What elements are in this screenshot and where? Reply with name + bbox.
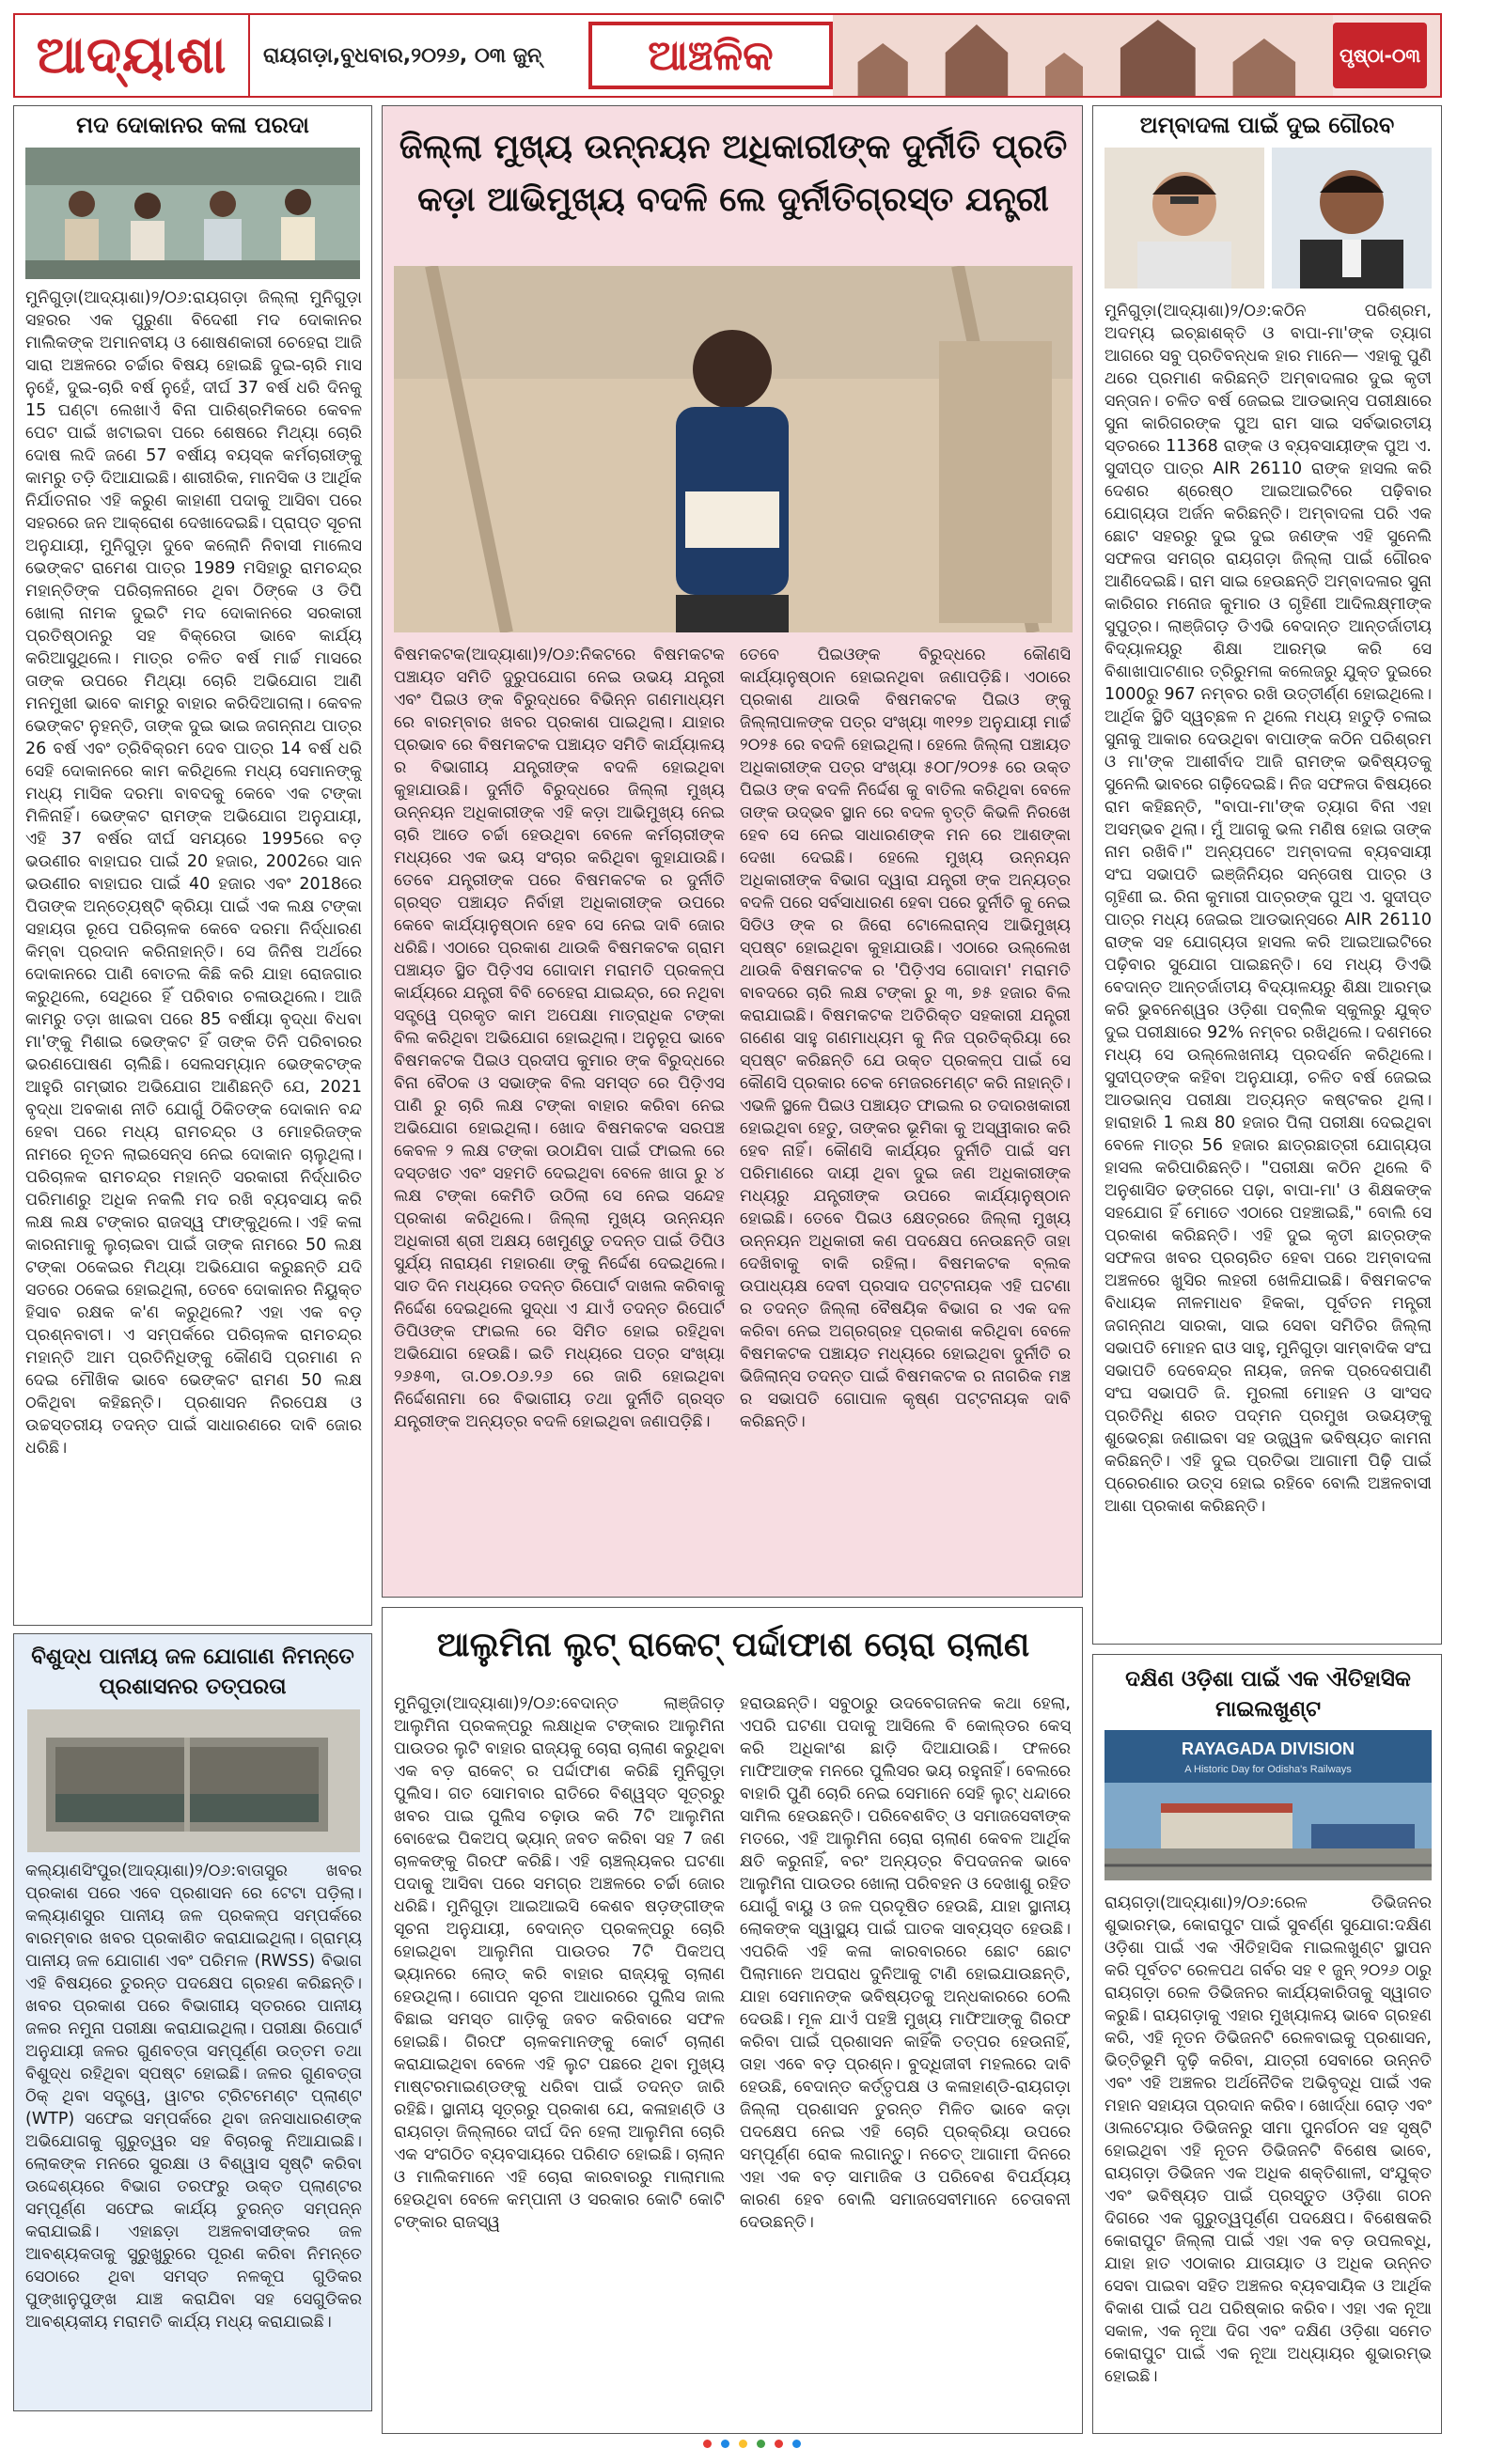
left-top-body: ମୁନିଗୁଡ଼ା(ଆଦ୍ୟାଶା)୨/୦୬:ରାୟଗଡ଼ା ଜିଲ୍ଲା ମୁନିଗୁଡ଼ା ସହରର ଏକ ପୁରୁଣା ବିଦେଶୀ ମଦ ଦୋକାନର ମାଲିକଙ୍କ ଅମାନବୀୟ ଓ ଶୋଷଣକାରୀ ଚେହେରା ଆଜି ସାରା ଅଞ୍ଚଳରେ ଚର୍ଚ୍ଚାର ବିଷୟ ହୋଇଛି ଦୁଇ-ଚାରି ମାସ ନୁହେଁ, ଦୁଇ-ଚାରି ବର୍ଷ ନୁହେଁ, ଦୀର୍ଘ 37 ବର୍ଷ ଧରି ଦିନକୁ 15 ଘଣ୍ଟା ଲେଖାଏଁ ବିନା ପାରିଶ୍ରମିକରେ କେବଳ ପେଟ ପାଇଁ ଖଟାଇବା ପରେ ଶେଷରେ ମିଥ୍ୟା ଚୋରି ଦୋଷ ଲଦି ଜଣେ 57 ବର୍ଷୀୟ ବୟସ୍କ କର୍ମଚାରୀଙ୍କୁ କାମରୁ ତଡ଼ି ଦିଆଯାଇଛି। ଶାରୀରିକ, ମାନସିକ ଓ ଆର୍ଥିକ ନିର୍ଯାତନାର ଏହି କରୁଣ କାହାଣୀ ପଦାକୁ ଆସିବା ପରେ ସହରରେ ଜନ ଆକ୍ରୋଶ ଦେଖାଦେଇଛି। ପ୍ରାପ୍ତ ସୂଚନା ଅନୁଯାୟୀ, ମୁନିଗୁଡ଼ା ଦୁବେ କଲୋନି ନିବାସୀ ମାଲେସ ଭେଙ୍କଟ ରାମେଶ ପାତ୍ର 1989 ମସିହାରୁ ରାମଚନ୍ଦ୍ର ମହାନ୍ତିଙ୍କ ପରିଚାଳନାରେ ଥିବା ଠିଙ୍କେ ଓ ଡିପି ଖୋଲା ନାମକ ଦୁଇଟି ମଦ ଦୋକାନରେ ସରକାରୀ ପ୍ରତିଷ୍ଠାନରୁ ସହ ବିକ୍ରେତା ଭାବେ କାର୍ଯ୍ୟ କରିଆସୁଥିଲେ। ମାତ୍ର ଚଳିତ ବର୍ଷ ମାର୍ଚ୍ଚ ମାସରେ ତାଙ୍କ ଉପରେ ମିଥ୍ୟା ଚୋରି ଅଭିଯୋଗ ଆଣି ମନମୁଖୀ ଭାବେ କାମରୁ ବାହାର କରିଦିଆଗଲା। କେବଳ ଭେଙ୍କଟ ନୁହନ୍ତି, ତାଙ୍କ ଦୁଇ ଭାଇ ଜଗନ୍ନାଥ ପାତ୍ର 26 ବର୍ଷ ଏବଂ ତ୍ରିବିକ୍ରମ ଦେବ ପାତ୍ର 14 ବର୍ଷ ଧରି ସେହି ଦୋକାନରେ କାମ କରିଥିଲେ ମଧ୍ୟ ସେମାନଙ୍କୁ ମଧ୍ୟ ମାସିକ ଦରମା ବାବଦକୁ କେବେ ଏକ ଟଙ୍କା ମିଳିନାହିଁ। ଭେଙ୍କଟ ରାମଙ୍କ ଅଭିଯୋଗ ଅନୁଯାୟୀ, ଏହି 37 ବର୍ଷର ଦୀର୍ଘ ସମୟରେ 1995ରେ ବଡ଼ ଭଉଣୀର ବାହାଘର ପାଇଁ 20 ହଜାର, 2002ରେ ସାନ ଭଉଣୀର ବାହାଘର ପାଇଁ 40 ହଜାର ଏବଂ 2018ରେ ପିତାଙ୍କ ଅନ୍ତ୍ୟେଷ୍ଟି କ୍ରିୟା ପାଇଁ ଏକ ଲକ୍ଷ ଟଙ୍କା ସହାୟତା ରୂପେ ପରିଚାଳକ କେବେ ଦରମା ନିର୍ଦ୍ଧାରଣ କିମ୍ବା ପ୍ରଦାନ କରିନାହାନ୍ତି। ସେ ଜିନିଷ ଅର୍ଥରେ ଦୋକାନରେ ପାଣି ବୋତଲ କିଛି କରି ଯାହା ରୋଜଗାର କରୁଥିଲେ, ସେଥିରେ ହିଁ ପରିବାର ଚଳାଉଥିଲେ। ଆଜି କାମରୁ ତଡ଼ା ଖାଇବା ପରେ 85 ବର୍ଷୀୟା ବୃଦ୍ଧା ବିଧବା ମା'ଙ୍କୁ ମିଶାଇ ଭେଙ୍କଟ ହିଁ ତାଙ୍କ ତିନି ପରିବାରର ଭରଣପୋଷଣ ଚାଲିଛି। ସେଲସମ୍ୟାନ ଭେଙ୍କଟଙ୍କ ଆହୁରି ଗମ୍ଭୀର ଅଭିଯୋଗ ଆଣିଛନ୍ତି ଯେ, 2021 ବୃଦ୍ଧା ଅବକାଶ ନୀତି ଯୋଗୁଁ ଠିକିତଙ୍କ ଦୋକାନ ବନ୍ଦ ହେବା ପରେ ମଧ୍ୟ ରାମଚନ୍ଦ୍ର ଓ ମୋହରିଜଙ୍କ ନାମରେ ନୂତନ ଲାଇସେନ୍ସ ନେଇ ଦୋକାନ ଚାଲୁଥିଲା। ପରିଚାଳକ ରାମଚନ୍ଦ୍ର ମହାନ୍ତି ସରକାରୀ ନିର୍ଦ୍ଧାରିତ ପରିମାଣରୁ ଅଧିକ ନକଲି ମଦ ରଖି ବ୍ୟବସାୟ କରି ଲକ୍ଷ ଲକ୍ଷ ଟଙ୍କାର ରାଜସ୍ୱ ଫାଙ୍କୁଥିଲେ। ଏହି କଳା କାରନାମାକୁ ଲୁଚାଇବା ପାଇଁ ତାଙ୍କ ନାମରେ 50 ଲକ୍ଷ ଟଙ୍କା ଠକେଇର ମିଥ୍ୟା ଅଭିଯୋଗ କରୁଛନ୍ତି ଯଦି ସତରେ ଠକେଇ ହୋଇଥିଲା, ତେବେ ଦୋକାନର ନିୟୁକ୍ତ ହିସାବ ରକ୍ଷକ କ'ଣ କରୁଥିଲେ? ଏହା ଏକ ବଡ଼ ପ୍ରଶ୍ନବାଚୀ। ଏ ସମ୍ପର୍କରେ ପରିଚାଳକ ରାମଚନ୍ଦ୍ର ମହାନ୍ତି ଆମ ପ୍ରତିନିଧିଙ୍କୁ କୌଣସି ପ୍ରମାଣ ନ ଦେଇ ମୌଖିକ ଭାବେ ଭେଙ୍କଟ ରାମଣ 50 ଲକ୍ଷ ଠକିଥିବା କହିଛନ୍ତି। ପ୍ରଶାସନ ନିରପେକ୍ଷ ଓ ଉଚ୍ଚସ୍ତରୀୟ ତଦନ୍ତ ପାଇଁ ସାଧାରଣରେ ଦାବି ଜୋର ଧରିଛି। — [25, 289, 362, 1458]
right-bottom-body: ରାୟଗଡ଼ା(ଆଦ୍ୟାଶା)୨/୦୬:ରେଳ ଡିଭିଜନର ଶୁଭାରମ୍ଭ, କୋରାପୁଟ ପାଇଁ ସୁବର୍ଣ୍ଣ ସୁଯୋଗ:ଦକ୍ଷିଣ ଓଡ଼ିଶା ପାଇଁ ଏକ ଐତିହାସିକ ମାଇଲଖୁଣ୍ଟ ସ୍ଥାପନ କରି ପୂର୍ବତଟ ରେଳପଥ ଗର୍ବର ସହ ୧ ଜୁନ୍ ୨୦୨୬ ଠାରୁ ରାୟଗଡ଼ା ରେଳ ଡିଭିଜନର କାର୍ଯ୍ୟକାରିତାକୁ ସ୍ୱାଗତ କରୁଛି। ରାୟଗଡ଼ାକୁ ଏହାର ମୁଖ୍ୟାଳୟ ଭାବେ ଗ୍ରହଣ କରି, ଏହି ନୂତନ ଡିଭିଜନଟି ରେଳବାଇକୁ ପ୍ରଶାସନ, ଭିତ୍ତିଭୂମି ଦୃଢ଼ି କରିବା, ଯାତ୍ରୀ ସେବାରେ ଉନ୍ନତି ଏବଂ ଏହି ଅଞ୍ଚଳର ଅର୍ଥନୈତିକ ଅଭିବୃଦ୍ଧି ପାଇଁ ଏକ ମହାନ ସହାୟତା ପ୍ରଦାନ କରିବ। ଖୋର୍ଦ୍ଧା ରୋଡ଼ ଏବଂ ଓାଲଟେୟାର ଡିଭିଜନରୁ ସୀମା ପୁନର୍ଗଠନ ସହ ସୃଷ୍ଟି ହୋଇଥିବା ଏହି ନୂତନ ଡିଭିଜନଟି ବିଶେଷ ଭାବେ, ରାୟଗଡ଼ା ଡିଭିଜନ ଏକ ଅଧିକ ଶକ୍ତିଶାଳୀ, ସଂଯୁକ୍ତ ଏବଂ ଭବିଷ୍ୟତ ପାଇଁ ପ୍ରସ୍ତୁତ ଓଡ଼ିଶା ଗଠନ ଦିଗରେ ଏକ ଗୁରୁତ୍ୱପୂର୍ଣ୍ଣ ପଦକ୍ଷେପ। ବିଶେଷକରି କୋରାପୁଟ ଜିଲ୍ଲା ପାଇଁ ଏହା ଏକ ବଡ଼ ଉପଲବ୍ଧି, ଯାହା ହାତ ଏଠାକାର ଯାତାୟାତ ଓ ଅଧିକ ଉନ୍ନତ ସେବା ପାଇବା ସହିତ ଅଞ୍ଚଳର ବ୍ୟବସାୟିକ ଓ ଆର୍ଥିକ ବିକାଶ ପାଇଁ ପଥ ପରିଷ୍କାର କରିବ। ଏହା ଏକ ନୂଆ ସକାଳ, ଏକ ନୂଆ ଦିଗ ଏବଂ ଦକ୍ଷିଣ ଓଡ଼ିଶା ସମେତ କୋରାପୁଟ ପାଇଁ ଏକ ନୂଆ ଅଧ୍ୟାୟର ଶୁଭାରମ୍ଭ ହୋଇଛି। — [1104, 1894, 1432, 2386]
right-top-title: ଅମ୍ବାଦଳା ପାଇଁ ଦୁଇ ଗୌରବ — [1139, 112, 1395, 138]
student-portrait-icon — [1272, 148, 1432, 289]
right-bottom-article — [1092, 1654, 1442, 2434]
right-top-article — [1092, 105, 1442, 1645]
railway-station-icon — [1104, 1783, 1432, 1880]
student-photo-1 — [1104, 148, 1264, 289]
newspaper-logo — [15, 15, 250, 96]
page-dot[interactable] — [703, 2440, 712, 2448]
left-bottom-title: ବିଶୁଦ୍ଧ ପାନୀୟ ଜଳ ଯୋଗାଣ ନିମନ୍ତେ ପ୍ରଶାସନର ତତ୍ପରତା — [31, 1645, 354, 1699]
page-number: ପୃଷ୍ଠା-୦୩ — [1333, 23, 1427, 88]
right-bottom-title: ଦକ୍ଷିଣ ଓଡ଼ିଶା ପାଇଁ ଏକ ଐତିହାସିକ ମାଇଲଖୁଣ୍ଟ — [1125, 1667, 1411, 1722]
logo-text: ଆଦ୍ୟାଶା — [36, 25, 227, 85]
page-dot[interactable] — [757, 2440, 765, 2448]
people-photo-icon — [25, 148, 360, 279]
banner-title: RAYAGADA DIVISION — [1181, 1739, 1355, 1758]
page-dot[interactable] — [792, 2440, 801, 2448]
temple-banner-image — [833, 15, 1333, 96]
page-dot[interactable] — [739, 2440, 747, 2448]
rayagada-division-banner — [1104, 1730, 1432, 1880]
left-top-article — [13, 105, 372, 1626]
left-bottom-article — [13, 1633, 372, 2411]
center-bottom-article — [382, 1607, 1083, 2434]
banner-subtitle: A Historic Day for Odisha's Railways — [1184, 1764, 1352, 1775]
page-indicator — [658, 2440, 846, 2451]
official-photo — [394, 266, 1073, 632]
center-top-body-left: ବିଷମକଟକ(ଆଦ୍ୟାଶା)୨/୦୬:ନିକଟରେ ବିଷମକଟକ ପଞ୍ଚାୟତ ସମିତି ଦୁରୁପଯୋଗ ନେଇ ଉଭୟ ଯନ୍ତ୍ରୀ ଏବଂ ପିଇଓ ଙ୍କ ବିରୁଦ୍ଧରେ ବିଭିନ୍ନ ଗଣମାଧ୍ୟମ ରେ ବାରମ୍ବାର ଖବର ପ୍ରକାଶ ପାଇଥିଲା। ଯାହାର ପ୍ରଭାବ ରେ ବିଷମକଟକ ପଞ୍ଚାୟତ ସମିତି କାର୍ଯ୍ୟାଳୟ ର ବିଭାଗୀୟ ଯନ୍ତ୍ରୀଙ୍କ ବଦଳି ହୋଇଥିବା କୁହାଯାଉଛି। ଦୁର୍ନୀତି ବିରୁଦ୍ଧରେ ଜିଲ୍ଲା ମୁଖ୍ୟ ଉନ୍ନୟନ ଅଧିକାରୀଙ୍କ ଏହି କଡ଼ା ଆଭିମୁଖ୍ୟ ନେଇ ଚାରି ଆଡେ ଚର୍ଚ୍ଚା ହେଉଥିବା ବେଳେ କର୍ମଚାରୀଙ୍କ ମଧ୍ୟରେ ଏକ ଭୟ ସଂଚାର କରିଥିବା କୁହାଯାଉଛି। ତେବେ ଯନ୍ତ୍ରୀଙ୍କ ପରେ ବିଷମକଟକ ର ଦୁର୍ନୀତି ଗ୍ରସ୍ତ ପଞ୍ଚାୟତ ନିର୍ବାହୀ ଅଧିକାରୀଙ୍କ ଉପରେ କେବେ କାର୍ଯ୍ୟାନୁଷ୍ଠାନ ହେବ ସେ ନେଇ ଦାବି ଜୋର ଧରିଛି। ଏଠାରେ ପ୍ରକାଶ ଥାଉକି ବିଷମକଟକ ଗ୍ରାମ ପଞ୍ଚାୟତ ସ୍ଥିତ ପିଡ଼ିଏସ ଗୋଦାମ ମରାମତି ପ୍ରକଳ୍ପ କାର୍ଯ୍ୟରେ ଯନ୍ତ୍ରୀ ବିବି ଚେହେରା ଯାଇନ୍ଦ୍ର, ରେ ନଥିବା ସତ୍ତ୍ୱେ ପ୍ରକୃତ କାମ ଅପେକ୍ଷା ମାତ୍ରାଧିକ ଟଙ୍କା ବିଲ କରିଥିବା ଅଭିଯୋଗ ହୋଇଥିଲା। ଅନୁରୂପ ଭାବେ ବିଷମକଟକ ପିଇଓ ପ୍ରଦୀପ କୁମାର ଙ୍କ ବିରୁଦ୍ଧରେ ବିନା ବୈଠକ ଓ ସଭାଙ୍କ ବିଲ ସମସ୍ତ ରେ ପିଡ଼ିଏସ ପାଣି ରୁ ଚାରି ଲକ୍ଷ ଟଙ୍କା ବାହାର କରିବା ନେଇ ଅଭିଯୋଗ ହୋଇଥିଲା। ଖୋଦ ବିଷମକଟକ ସରପଞ୍ଚ କେବଳ ୨ ଲକ୍ଷ ଟଙ୍କା ଉଠାଯିବା ପାଇଁ ଫାଇଲ ରେ ଦସ୍ତଖତ ଏବଂ ସହମତି ଦେଇଥିବା ବେଳେ ଖାତା ରୁ ୪ ଲକ୍ଷ ଟଙ୍କା କେମିତି ଉଠିଲା ସେ ନେଇ ସନ୍ଦେହ ପ୍ରକାଶ କରିଥିଲେ। ଜିଲ୍ଲା ମୁଖ୍ୟ ଉନ୍ନୟନ ଅଧିକାରୀ ଶ୍ରୀ ଅକ୍ଷୟ ଖେମୁଣ୍ଡୁ ତଦନ୍ତ ପାଇଁ ଡିପିଓ ସୁର୍ଯ୍ୟ ନାରାୟଣ ମହାରଣା ଙ୍କୁ ନିର୍ଦ୍ଦେଶ ଦେଇଥିଲେ। ସାତ ଦିନ ମଧ୍ୟରେ ତଦନ୍ତ ରିପୋର୍ଟ ଦାଖଲ କରିବାକୁ ନିର୍ଦ୍ଦେଶ ଦେଇଥିଲେ ସୁଦ୍ଧା ଏ ଯାଏଁ ତଦନ୍ତ ରିପୋର୍ଟ ଡିପିଓଙ୍କ ଫାଇଲ ରେ ସିମିତ ହୋଇ ରହିଥିବା ଅଭିଯୋଗ ହେଉଛି। ଇତି ମଧ୍ୟରେ ପତ୍ର ସଂଖ୍ୟା ୨୬୫୩, ତା.୦୭.୦୬.୨୬ ରେ ଜାରି ହୋଇଥିବା ନିର୍ଦ୍ଦେଶନାମା ରେ ବିଭାଗୀୟ ତଥା ଦୁର୍ନୀତି ଗ୍ରସ୍ତ ଯନ୍ତ୍ରୀଙ୍କ ଅନ୍ୟତ୍ର ବଦଳି ହୋଇଥିବା ଜଣାପଡ଼ିଛି। — [394, 646, 725, 1431]
student-photo-2 — [1272, 148, 1432, 289]
center-bottom-body-right: ହରାଉଛନ୍ତି। ସବୁଠାରୁ ଉଦବେଗଜନକ କଥା ହେଲା, ଏପରି ଘଟଣା ପଦାକୁ ଆସିଲେ ବି କୋଲ୍ଡର କେସ୍ କରି ଅଧିକାଂଶ ଛାଡ଼ି ଦିଆଯାଉଛି। ଫଳରେ ମାଫିଆଙ୍କ ମନରେ ପୁଲିସର ଭୟ ରହୁନାହିଁ। ବେଲରେ ବାହାରି ପୁଣି ଚୋରି ନେଇ ସେମାନେ ସେହି ଲୁଟ୍ ଧନ୍ଦାରେ ସାମିଲ ହେଉଛନ୍ତି। ପରିବେଶବିତ୍ ଓ ସମାଜସେବୀଙ୍କ ମତରେ, ଏହି ଆଲୁମିନା ଚୋରା ଚାଲାଣ କେବଳ ଆର୍ଥିକ କ୍ଷତି କରୁନାହିଁ, ବରଂ ଅନ୍ୟତ୍ର ବିପଦଜନକ ଭାବେ ଆଲୁମିନା ପାଉଡର ଖୋଲା ପରିବହନ ଓ ଦେଖାଶୁ ରହିତ ଯୋଗୁଁ ବାୟୁ ଓ ଜଳ ପ୍ରଦୂଷିତ ହେଉଛି, ଯାହା ସ୍ଥାନୀୟ ଲୋକଙ୍କ ସ୍ୱାସ୍ଥ୍ୟ ପାଇଁ ଘାତକ ସାବ୍ୟସ୍ତ ହେଉଛି। ଏପରିକି ଏହି କଳା କାରବାରରେ ଛୋଟ ଛୋଟ ପିଲାମାନେ ଅପରାଧ ଦୁନିଆକୁ ଟାଣି ହୋଇଯାଉଛନ୍ତି, ଯାହା ସେମାନଙ୍କ ଭବିଷ୍ୟତକୁ ଅନ୍ଧକାରରେ ଠେଲି ଦେଉଛି। ମୂଳ ଯାଏଁ ପହଞ୍ଚି ମୁଖ୍ୟ ମାଫିଆଙ୍କୁ ଗିରଫ କରିବା ପାଇଁ ପ୍ରଶାସନ କାହିଁକି ତତ୍ପର ହେଉନାହିଁ, ତାହା ଏବେ ବଡ଼ ପ୍ରଶ୍ନ। ବୁଦ୍ଧିଜୀବୀ ମହଲରେ ଦାବି ହେଉଛି, ବେଦାନ୍ତ କର୍ତ୍ତୃପକ୍ଷ ଓ କଳାହାଣ୍ଡି-ରାୟଗଡ଼ା ଜିଲ୍ଲା ପ୍ରଶାସନ ତୁରନ୍ତ ମିଳିତ ଭାବେ କଡ଼ା ପଦକ୍ଷେପ ନେଇ ଏହି ଚୋରି ପ୍ରକ୍ରିୟା ଉପରେ ସମ୍ପୂର୍ଣ୍ଣ ରୋକ ଲଗାନ୍ତୁ। ନଚେତ୍ ଆଗାମୀ ଦିନରେ ଏହା ଏକ ବଡ଼ ସାମାଜିକ ଓ ପରିବେଶ ବିପର୍ଯ୍ୟୟ କାରଣ ହେବ ବୋଲି ସମାଜସେବୀମାନେ ଚେତାବନୀ ଦେଉଛନ୍ତି। — [740, 1694, 1071, 2232]
man-reading-document-icon — [394, 266, 1073, 632]
section-title: ଆଞ୍ଚଳିକ — [588, 22, 833, 89]
center-top-body-right: ତେବେ ପିଇଓଙ୍କ ବିରୁଦ୍ଧରେ କୌଣସି କାର୍ଯ୍ୟାନୁଷ୍ଠାନ ହୋଇନଥିବା ଜଣାପଡ଼ିଛି। ଏଠାରେ ପ୍ରକାଶ ଥାଉକି ବିଷମକଟକ ପିଇଓ ଙ୍କୁ ଜିଲ୍ଲାପାଳଙ୍କ ପତ୍ର ସଂଖ୍ୟା ୩୧୨୭ ଅନୁଯାୟୀ ମାର୍ଚ୍ଚ ୨୦୨୫ ରେ ବଦଳି ହୋଇଥିଲା। ହେଲେ ଜିଲ୍ଲା ପଞ୍ଚାୟତ ଅଧିକାରୀଙ୍କ ପତ୍ର ସଂଖ୍ୟା ୫୦୮/୨୦୨୫ ରେ ଉକ୍ତ ପିଇଓ ଙ୍କ ବଦଳି ନିର୍ଦ୍ଦେଶ କୁ ବାତିଲ କରିଥିବା ବେଳେ ତାଙ୍କ ଉଦ୍ଭବ ସ୍ଥାନ ରେ ବଦଳ ବୃତ୍ତି କିଭଳି ନିରଖେ ହେବ ସେ ନେଇ ସାଧାରଣଙ୍କ ମନ ରେ ଆଶଙ୍କା ଦେଖା ଦେଇଛି। ହେଲେ ମୁଖ୍ୟ ଉନ୍ନୟନ ଅଧିକାରୀଙ୍କ ବିଭାଗ ଦ୍ୱାରା ଯନ୍ତ୍ରୀ ଙ୍କ ଅନ୍ୟତ୍ର ବଦଳି ପରେ ସର୍ବସାଧାରଣ ହେବା ପରେ ଦୁର୍ନୀତି କୁ ନେଇ ସିଡିଓ ଙ୍କ ର ଜିରୋ ଟୋଲେରାନ୍ସ ଆଭିମୁଖ୍ୟ ସ୍ପଷ୍ଟ ହୋଇଥିବା କୁହାଯାଉଛି। ଏଠାରେ ଉଲ୍ଲେଖ ଥାଉକି ବିଷମକଟକ ର 'ପିଡ଼ିଏସ ଗୋଦାମ' ମରାମତି ବାବଦରେ ଚାରି ଲକ୍ଷ ଟଙ୍କା ରୁ ୩, ୭୫ ହଜାର ବିଲ କରାଯାଇଛି। ବିଷମକଟକ ଅତିରିକ୍ତ ସହକାରୀ ଯନ୍ତ୍ରୀ ଗଣେଶ ସାହୁ ଗଣମାଧ୍ୟମ କୁ ନିଜ ପ୍ରତିକ୍ରିୟା ରେ ସ୍ପଷ୍ଟ କରିଛନ୍ତି ଯେ ଉକ୍ତ ପ୍ରକଳ୍ପ ପାଇଁ ସେ କୌଣସି ପ୍ରକାର ଚେକ ମେଜରମେଣ୍ଟ କରି ନାହାନ୍ତି। ଏଭଳି ସ୍ଥଳେ ପିଇଓ ପଞ୍ଚାୟତ ଫାଇଲ ର ତଦାରଖକାରୀ ହୋଇଥିବା ହେତୁ, ତାଙ୍କର ଭୂମିକା କୁ ଅସ୍ୱୀକାର କରି ହେବ ନାହିଁ। କୌଣସି କାର୍ଯ୍ୟର ଦୁର୍ନୀତି ପାଇଁ ସମ ପରିମାଣରେ ଦାୟୀ ଥିବା ଦୁଇ ଜଣ ଅଧିକାରୀଙ୍କ ମଧ୍ୟରୁ ଯନ୍ତ୍ରୀଙ୍କ ଉପରେ କାର୍ଯ୍ୟାନୁଷ୍ଠାନ ହୋଇଛି। ତେବେ ପିଇଓ କ୍ଷେତ୍ରରେ ଜିଲ୍ଲା ମୁଖ୍ୟ ଉନ୍ନୟନ ଅଧିକାରୀ କଣ ପଦକ୍ଷେପ ନେଉଛନ୍ତି ତାହା ଦେଖିବାକୁ ବାକି ରହିଲା। ବିଷମକଟକ ବ୍ଲକ ଉପାଧ୍ୟକ୍ଷ ଦେବୀ ପ୍ରସାଦ ପଟ୍ଟନାୟକ ଏହି ଘଟଣା ର ତଦନ୍ତ ଜିଲ୍ଲା ବୈଷୟିକ ବିଭାଗ ର ଏକ ଦଳ କରିବା ନେଇ ଅଗ୍ରଗ୍ରହ ପ୍ରକାଶ କରିଥିବା ବେଳେ ବିଷମକଟକ ପଞ୍ଚାୟତ ମଧ୍ୟରେ ହୋଇଥିବା ଦୁର୍ନୀତି ର ଭିଜିଲାନ୍ସ ତଦନ୍ତ ପାଇଁ ବିଷମକଟକ ର ନାଗରିକ ମଞ୍ଚ ର ସଭାପତି ଗୋପାଳ କୃଷ୍ଣ ପଟ୍ଟନାୟକ ଦାବି କରିଛନ୍ତି। — [740, 646, 1071, 1431]
right-top-body: ମୁନିଗୁଡ଼ା(ଆଦ୍ୟାଶା)୨/୦୬:କଠିନ ପରିଶ୍ରମ, ଅଦମ୍ୟ ଇଚ୍ଛାଶକ୍ତି ଓ ବାପା-ମା'ଙ୍କ ତ୍ୟାଗ ଆଗରେ ସବୁ ପ୍ରତିବନ୍ଧକ ହାର ମାନେ— ଏହାକୁ ପୁଣି ଥରେ ପ୍ରମାଣ କରିଛନ୍ତି ଅମ୍ବାଦଳାର ଦୁଇ କୃତୀ ସନ୍ତାନ। ଚଳିତ ବର୍ଷ ଜେଇଇ ଆଡଭାନ୍ସ ପରୀକ୍ଷାରେ ସୁନା କାରିଗରଙ୍କ ପୁଅ ରାମ ସାଇ ସର୍ବଭାରତୀୟ ସ୍ତରରେ 11368 ରାଙ୍କ ଓ ବ୍ୟବସାୟୀଙ୍କ ପୁଅ ଏ. ସୁଦୀପ୍ତ ପାତ୍ର AIR 26110 ରାଙ୍କ ହାସଲ କରି ଦେଶର ଶ୍ରେଷ୍ଠ ଆଇଆଇଟିରେ ପଢ଼ିବାର ଯୋଗ୍ୟତା ଅର୍ଜନ କରିଛନ୍ତି। ଅମ୍ବାଦଳା ପରି ଏକ ଛୋଟ ସହରରୁ ଦୁଇ ଦୁଇ ଜଣଙ୍କ ଏହି ସୁନେଲି ସଫଳତା ସମଗ୍ର ରାୟଗଡ଼ା ଜିଲ୍ଲା ପାଇଁ ଗୌରବ ଆଣିଦେଇଛି। ରାମ ସାଇ ହେଉଛନ୍ତି ଅମ୍ବାଦଳାର ସୁନା କାରିଗର ମନୋଜ କୁମାର ଓ ଗୃହିଣୀ ଆଦିଲକ୍ଷ୍ମୀଙ୍କ ସୁପୁତ୍ର। ଲାଞ୍ଜିଗଡ଼ ଡିଏଭି ବେଦାନ୍ତ ଆନ୍ତର୍ଜାତୀୟ ବିଦ୍ୟାଳୟରୁ ଶିକ୍ଷା ଆରମ୍ଭ କରି ସେ ବିଶାଖାପାଟଣାର ତ୍ରିରୁମଳା କଲେଜରୁ ଯୁକ୍ତ ଦୁଇରେ 1000ରୁ 967 ନମ୍ବର ରଖି ଉତ୍ତୀର୍ଣ୍ଣ ହୋଇଥିଲେ। ଆର୍ଥିକ ସ୍ଥିତି ସ୍ୱଚ୍ଛଳ ନ ଥିଲେ ମଧ୍ୟ ହାତୁଡ଼ି ଚଳାଇ ସୁନାକୁ ଆକାର ଦେଉଥିବା ବାପାଙ୍କ କଠିନ ପରିଶ୍ରମ ଓ ମା'ଙ୍କ ଆଶୀର୍ବାଦ ଆଜି ରାମଙ୍କ ଭବିଷ୍ୟତକୁ ସୁନେଲି ଭାବରେ ଗଢ଼ିଦେଇଛି। ନିଜ ସଫଳତା ବିଷୟରେ ରାମ କହିଛନ୍ତି, "ବାପା-ମା'ଙ୍କ ତ୍ୟାଗ ବିନା ଏହା ଅସମ୍ଭବ ଥିଲା। ମୁଁ ଆଗକୁ ଭଲ ମଣିଷ ହୋଇ ତାଙ୍କ ନାମ ରଖିବି।" ଅନ୍ୟପଟେ ଅମ୍ବାଦଳା ବ୍ୟବସାୟୀ ସଂଘ ସଭାପତି ଇଞ୍ଜିନିୟର ସନ୍ତୋଷ ପାତ୍ର ଓ ଗୃହିଣୀ ଇ. ରିନା କୁମାରୀ ପାତ୍ରଙ୍କ ପୁଅ ଏ. ସୁଦୀପ୍ତ ପାତ୍ର ମଧ୍ୟ ଜେଇଇ ଆଡଭାନ୍ସରେ AIR 26110 ରାଙ୍କ ସହ ଯୋଗ୍ୟତା ହାସଲ କରି ଆଇଆଇଟିରେ ପଢ଼ିବାର ସୁଯୋଗ ପାଇଛନ୍ତି। ସେ ମଧ୍ୟ ଡିଏଭି ବେଦାନ୍ତ ଆନ୍ତର୍ଜାତୀୟ ବିଦ୍ୟାଳୟରୁ ଶିକ୍ଷା ଆରମ୍ଭ କରି ଭୁବନେଶ୍ୱର ଓଡ଼ିଶା ପବ୍ଲିକ ସ୍କୁଲରୁ ଯୁକ୍ତ ଦୁଇ ପରୀକ୍ଷାରେ 92% ନମ୍ବର ରଖିଥିଲେ। ଦଶମରେ ମଧ୍ୟ ସେ ଉଲ୍ଲେଖନୀୟ ପ୍ରଦର୍ଶନ କରିଥିଲେ। ସୁଦୀପ୍ତଙ୍କ କହିବା ଅନୁଯାୟୀ, ଚଳିତ ବର୍ଷ ଜେଇଇ ଆଡଭାନ୍ସ ପରୀକ୍ଷା ଅତ୍ୟନ୍ତ କଷ୍ଟକର ଥିଲା। ହାରାହାରି 1 ଲକ୍ଷ 80 ହଜାର ପିଲା ପରୀକ୍ଷା ଦେଇଥିବା ବେଳେ ମାତ୍ର 56 ହଜାର ଛାତ୍ରଛାତ୍ରୀ ଯୋଗ୍ୟତା ହାସଲ କରିପାରିଛନ୍ତି। "ପରୀକ୍ଷା କଠିନ ଥିଲେ ବି ଅନୁଶାସିତ ଢଙ୍ଗରେ ପଢ଼ା, ବାପା-ମା' ଓ ଶିକ୍ଷକଙ୍କ ସହଯୋଗ ହିଁ ମୋତେ ଏଠାରେ ପହଞ୍ଚାଇଛି," ବୋଲି ସେ ପ୍ରକାଶ କରିଛନ୍ତି। ଏହି ଦୁଇ କୃତୀ ଛାତ୍ରଙ୍କ ସଫଳତା ଖବର ପ୍ରଚାରିତ ହେବା ପରେ ଅମ୍ବାଦଳା ଅଞ୍ଚଳରେ ଖୁସିର ଲହରୀ ଖେଳିଯାଇଛି। ବିଷମକଟକ ବିଧାୟକ ନୀଳମାଧବ ହିକକା, ପୂର୍ବତନ ମନ୍ତ୍ରୀ ଜଗନ୍ନାଥ ସାରକା, ସାଇ ସେବା ସମିତିର ଜିଲ୍ଲା ସଭାପତି ମୋହନ ରାଓ ସାହୁ, ମୁନିଗୁଡ଼ା ସାମ୍ବାଦିକ ସଂଘ ସଭାପତି ଦେବେନ୍ଦ୍ର ନାୟକ, ଜନକ ପ୍ରଦେଶପାଣି ସଂଘ ସଭାପତି ଜି. ମୁରଲୀ ମୋହନ ଓ ସାଂସଦ ପ୍ରତିନିଧି ଶରତ ପଦ୍ମନ ପ୍ରମୁଖ ଉଭୟଙ୍କୁ ଶୁଭେଚ୍ଛା ଜଣାଇବା ସହ ଉଜ୍ଜ୍ୱଳ ଭବିଷ୍ୟତ କାମନା କରିଛନ୍ତି। ଏହି ଦୁଇ ପ୍ରତିଭା ଆଗାମୀ ପିଢ଼ି ପାଇଁ ପ୍ରେରଣାର ଉତ୍ସ ହୋଇ ରହିବେ ବୋଲି ଅଞ୍ଚଳବାସୀ ଆଶା ପ୍ରକାଶ କରିଛନ୍ତି। — [1104, 302, 1432, 1516]
left-top-title: ମଦ ଦୋକାନର କଳା ପରଦା — [76, 112, 309, 138]
page-dot[interactable] — [721, 2440, 729, 2448]
page-dot[interactable] — [775, 2440, 783, 2448]
student-portrait-icon — [1104, 148, 1264, 289]
center-top-article — [382, 105, 1083, 1598]
center-top-headline: ଜିଲ୍ଲା ମୁଖ୍ୟ ଉନ୍ନୟନ ଅଧିକାରୀଙ୍କ ଦୁର୍ନୀତି ପ୍ରତି କଡ଼ା ଆଭିମୁଖ୍ୟ ବଦଳି ଲେ ଦୁର୍ନୀତିଗ୍ରସ୍ତ ଯନ୍ତ୍ରୀ — [399, 128, 1068, 219]
dateline: ରାୟଗଡ଼ା,ବୁଧବାର,୨୦୨୬, ୦୩ ଜୁନ୍ — [263, 43, 542, 68]
masthead — [13, 13, 1442, 98]
water-tank-photo — [27, 1709, 360, 1852]
shop-photo — [25, 148, 360, 279]
center-bottom-body-left: ମୁନିଗୁଡ଼ା(ଆଦ୍ୟାଶା)୨/୦୬:ବେଦାନ୍ତ ଲାଞ୍ଜିଗଡ଼ ଆଲୁମିନା ପ୍ରକଳ୍ପରୁ ଲକ୍ଷାଧିକ ଟଙ୍କାର ଆଲୁମିନା ପାଉଡର ଲୁଟି ବାହାର ରାଜ୍ୟକୁ ଚୋରା ଚାଲାଣ କରୁଥିବା ଏକ ବଡ଼ ରାକେଟ୍ ର ପର୍ଦ୍ଦାଫାଶ କରିଛି ମୁନିଗୁଡ଼ା ପୁଲିସ। ଗତ ସୋମବାର ରାତିରେ ବିଶ୍ୱସ୍ତ ସୂତ୍ରରୁ ଖବର ପାଇ ପୁଲିସ ଚଢ଼ାଉ କରି 7ଟି ଆଲୁମିନା ବୋଝେଇ ପିକଅପ୍ ଭ୍ୟାନ୍ ଜବତ କରିବା ସହ 7 ଜଣ ଚାଳକଙ୍କୁ ଗିରଫ କରିଛି। ଏହି ଚାଞ୍ଚଲ୍ୟକର ଘଟଣା ପଦାକୁ ଆସିବା ପରେ ସମଗ୍ର ଅଞ୍ଚଳରେ ଚର୍ଚ୍ଚା ଜୋର ଧରିଛି। ମୁନିଗୁଡ଼ା ଆଇଆଇସି କେଶବ ଷଡ଼ଙ୍ଗୀଙ୍କ ସୂଚନା ଅନୁଯାୟୀ, ବେଦାନ୍ତ ପ୍ରକଳ୍ପରୁ ଚୋରି ହୋଇଥିବା ଆଲୁମିନା ପାଉଡର 7ଟି ପିକଅପ୍ ଭ୍ୟାନରେ ଲୋଡ୍ କରି ବାହାର ରାଜ୍ୟକୁ ଚାଲାଣ ହେଉଥିଲା। ଗୋପନ ସୂଚନା ଆଧାରରେ ପୁଲିସ ଜାଲ ବିଛାଇ ସମସ୍ତ ଗାଡ଼ିକୁ ଜବତ କରିବାରେ ସଫଳ ହୋଇଛି। ଗିରଫ ଚାଳକମାନଙ୍କୁ କୋର୍ଟ ଚାଲାଣ କରାଯାଇଥିବା ବେଳେ ଏହି ଲୁଟ ପଛରେ ଥିବା ମୁଖ୍ୟ ମାଷ୍ଟରମାଇଣ୍ଡଙ୍କୁ ଧରିବା ପାଇଁ ତଦନ୍ତ ଜାରି ରହିଛି। ସ୍ଥାନୀୟ ସୂତ୍ରରୁ ପ୍ରକାଶ ଯେ, କଳାହାଣ୍ଡି ଓ ରାୟଗଡ଼ା ଜିଲ୍ଲାରେ ଦୀର୍ଘ ଦିନ ହେଲା ଆଲୁମିନା ଚୋରି ଏକ ସଂଗଠିତ ବ୍ୟବସାୟରେ ପରିଣତ ହୋଇଛି। ଚାଲାନ ଓ ମାଲିକମାନେ ଏହି ଚୋରା କାରବାରରୁ ମାଲାମାଲ ହେଉଥିବା ବେଳେ କମ୍ପାନୀ ଓ ସରକାର କୋଟି କୋଟି ଟଙ୍କାର ରାଜସ୍ୱ — [394, 1694, 725, 2232]
left-bottom-body: କଲ୍ୟାଣସିଂପୁର(ଆଦ୍ୟାଶା)୨/୦୬:ବାତାସୁର ଖବର ପ୍ରକାଶ ପରେ ଏବେ ପ୍ରଶାସନ ରେ ଟେଟା ପଡ଼ିଲା। କଲ୍ୟାଣସୁର ପାନୀୟ ଜଳ ପ୍ରକଳ୍ପ ସମ୍ପର୍କରେ ବାରମ୍ବାର ଖବର ପ୍ରକାଶିତ କରାଯାଇଥିଲା। ଗ୍ରାମ୍ୟ ପାନୀୟ ଜଳ ଯୋଗାଣ ଏବଂ ପରିମଳ (RWSS) ବିଭାଗ ଏହି ବିଷୟରେ ତୁରନ୍ତ ପଦକ୍ଷେପ ଗ୍ରହଣ କରିଛନ୍ତି। ଖବର ପ୍ରକାଶ ପରେ ବିଭାଗୀୟ ସ୍ତରରେ ପାନୀୟ ଜଳର ନମୁନା ପରୀକ୍ଷା କରାଯାଇଥିଲା। ପରୀକ୍ଷା ରିପୋର୍ଟ ଅନୁଯାୟୀ ଜଳର ଗୁଣବତ୍ତା ସମ୍ପୂର୍ଣ୍ଣ ଉତ୍ତମ ତଥା ବିଶୁଦ୍ଧ ରହିଥିବା ସ୍ପଷ୍ଟ ହୋଇଛି। ଜଳର ଗୁଣବତ୍ତା ଠିକ୍ ଥିବା ସତ୍ତ୍ୱେ, ୱାଟର ଟ୍ରିଟମେଣ୍ଟ ପ୍ଲାଣ୍ଟ (WTP) ସଫେଇ ସମ୍ପର୍କରେ ଥିବା ଜନସାଧାରଣଙ୍କ ଅଭିଯୋଗକୁ ଗୁରୁତ୍ୱର ସହ ବିଚାରକୁ ନିଆଯାଇଛି। ଲୋକଙ୍କ ମନରେ ସୁରକ୍ଷା ଓ ବିଶ୍ୱାସ ସୃଷ୍ଟି କରିବା ଉଦ୍ଦେଶ୍ୟରେ ବିଭାଗ ତରଫରୁ ଉକ୍ତ ପ୍ଲାଣ୍ଟର ସମ୍ପୂର୍ଣ୍ଣ ସଫେଇ କାର୍ଯ୍ୟ ତୁରନ୍ତ ସମ୍ପନ୍ନ କରାଯାଇଛି। ଏହାଛଡ଼ା ଅଞ୍ଚଳବାସୀଙ୍କର ଜଳ ଆବଶ୍ୟକତାକୁ ସୁରୁଖୁରୁରେ ପୂରଣ କରିବା ନିମନ୍ତେ ସେଠାରେ ଥିବା ସମସ୍ତ ନଳକୂପ ଗୁଡିକର ପୁଙ୍ଖାନୁପୁଙ୍ଖ ଯାଞ୍ଚ କରାଯିବା ସହ ସେଗୁଡିକର ଆବଶ୍ୟକୀୟ ମରାମତି କାର୍ଯ୍ୟ ମଧ୍ୟ କରାଯାଇଛି। — [25, 1862, 362, 2331]
center-bottom-headline: ଆଲୁମିନା ଲୁଟ୍ ରାକେଟ୍ ପର୍ଦ୍ଦାଫାଶ ଚୋରା ଚାଲାଣ — [436, 1626, 1030, 1664]
water-tank-icon — [27, 1709, 360, 1852]
temple-silhouette-icon — [833, 15, 1333, 96]
